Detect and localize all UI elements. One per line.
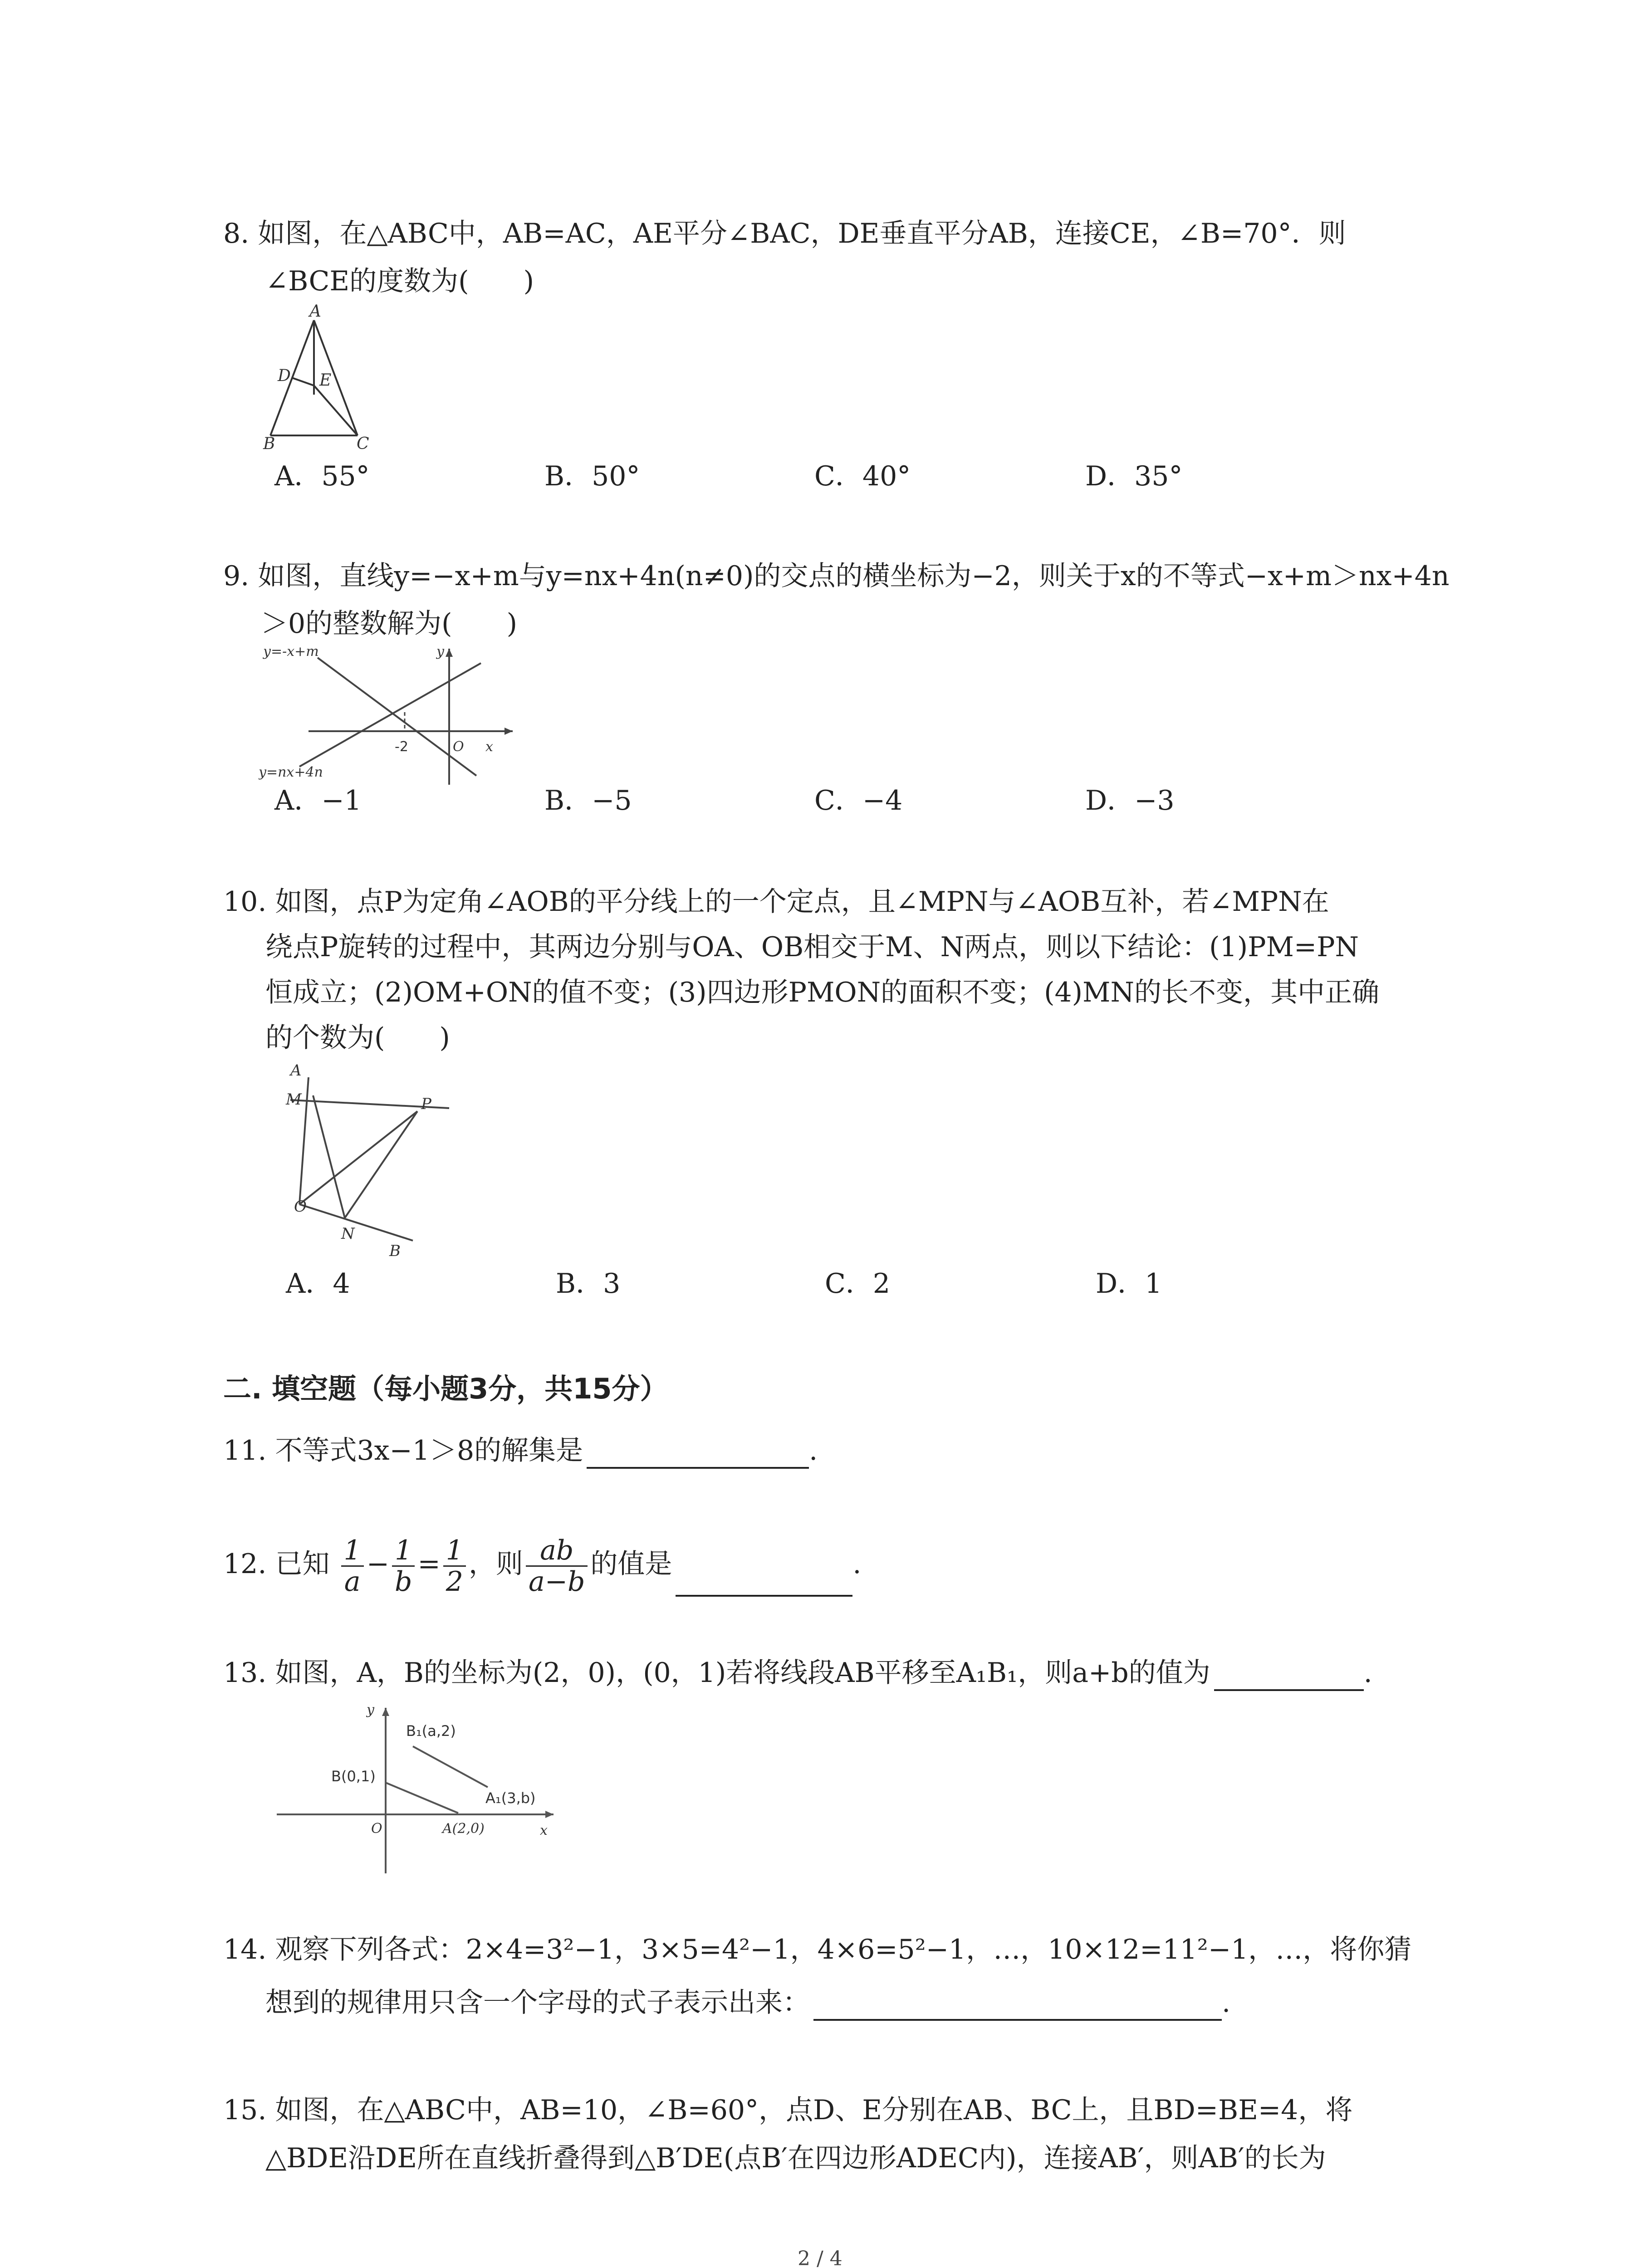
q12-f3-num: 1 [443,1535,466,1567]
q12-f4-den: a−b [528,1565,585,1598]
q9-x-arrow-icon [505,728,513,735]
q8-text-line2: ∠BCE的度数为( ) [265,265,534,297]
q12-prefix: 12. 已知 [223,1548,330,1580]
q8-triangle-figure [254,304,390,454]
q8-option-a[interactable]: A．55° [274,460,370,492]
q10-label-o: O [294,1198,307,1216]
q9-y-arrow-icon [446,649,453,657]
q10-text-line3: 恒成立；(2)OM+ON的值不变；(3)四边形PMON的面积不变；(4)MN的长不变，其中正确 [265,977,1379,1008]
q12-fraction-3 [443,1535,466,1597]
q14-end: . [1222,1987,1231,2019]
q13-coordinate-figure [272,1694,572,1885]
q9-option-c[interactable]: C．−4 [814,785,903,816]
q12-line [223,1532,861,1597]
q8-label-a: A [309,304,321,321]
q8-option-c[interactable]: C．40° [814,460,911,492]
q13-label-y: y [367,1702,374,1718]
q12-fraction-2 [392,1535,415,1597]
q12-f1-num: 1 [341,1535,364,1567]
q10-label-n: N [341,1225,355,1243]
q13-end: . [1363,1657,1372,1689]
q11-end: . [809,1435,818,1466]
q11-answer-blank[interactable] [587,1440,809,1469]
q10-option-d[interactable]: D．1 [1096,1268,1162,1300]
q13-x-arrow-icon [545,1811,554,1818]
q8-label-c: C [357,435,369,453]
section-fill-in-heading: 二. 填空题（每小题3分，共15分） [223,1372,668,1405]
q13-label-x: x [540,1823,548,1838]
q11-line [223,1432,818,1469]
q13-y-arrow-icon [382,1708,389,1716]
q12-minus: − [366,1548,390,1580]
q14-text-line2: 想到的规律用只含一个字母的式子表示出来： [265,1987,810,2019]
q10-option-c[interactable]: C．2 [825,1268,891,1300]
q10-label-m: M [286,1090,302,1109]
q12-f1-den: a [344,1565,361,1598]
q9-option-d[interactable]: D．−3 [1085,785,1175,816]
q12-f4-num: ab [526,1535,588,1567]
q12-answer-blank[interactable] [676,1549,852,1597]
q13-text: 13. 如图，A，B的坐标为(2，0)，(0，1)若将线段AB平移至A₁B₁，则a+b的值为 [223,1657,1210,1689]
q13-line [223,1655,1372,1691]
q12-fraction-1 [341,1535,364,1597]
q9-option-b[interactable]: B．−5 [544,785,632,816]
q8-label-b: B [263,435,275,453]
q13-label-b: B(0,1) [331,1768,376,1785]
q9-text-line2: ＞0的整数解为( ) [261,608,517,640]
q9-option-a[interactable]: A．−1 [274,785,362,816]
q13-label-o: O [371,1821,382,1837]
q12-f2-num: 1 [392,1535,415,1567]
q10-text-line4: 的个数为( ) [265,1022,450,1054]
q13-answer-blank[interactable] [1214,1662,1364,1691]
q13-label-a1: A₁(3,b) [485,1789,536,1807]
q8-text-line1: 8. 如图，在△ABC中，AB=AC，AE平分∠BAC，DE垂直平分AB，连接CE，∠B=70°．则 [223,218,1346,249]
q10-option-b[interactable]: B．3 [556,1268,621,1300]
q14-text-line1: 14. 观察下列各式：2×4=3²−1，3×5=4²−1，4×6=5²−1，…，10×12=11²−1，…，将你猜 [223,1934,1412,1965]
q8-option-d[interactable]: D．35° [1085,460,1183,492]
q10-text-line1: 10. 如图，点P为定角∠AOB的平分线上的一个定点，且∠MPN与∠AOB互补，若∠MPN在 [223,886,1329,918]
q10-option-a[interactable]: A．4 [286,1268,350,1300]
q9-label-o: O [453,739,464,755]
q9-label-line2: y=nx+4n [259,764,323,780]
q9-lines-figure [259,640,522,789]
q9-label-line1: y=-x+m [263,644,319,660]
q13-label-a: A(2,0) [442,1821,485,1837]
q12-mid: ，则 [468,1548,523,1580]
q12-fraction-4 [526,1535,588,1597]
q14-answer-blank[interactable] [813,1992,1222,2021]
page-number: 2 / 4 [798,2247,843,2268]
q15-text-line1: 15. 如图，在△ABC中，AB=10，∠B=60°，点D、E分别在AB、BC上，且BD=BE=4，将 [223,2094,1353,2126]
q10-label-p: P [421,1095,431,1113]
q8-option-b[interactable]: B．50° [544,460,640,492]
q12-f3-den: 2 [446,1565,463,1598]
q12-suffix: 的值是 [590,1548,672,1580]
q14-line2 [265,1984,1230,2021]
q8-label-e: E [319,371,332,390]
q8-label-d: D [278,367,291,385]
q10-label-a: A [290,1061,302,1080]
q12-end: . [852,1548,862,1580]
q10-text-line2: 绕点P旋转的过程中，其两边分别与OA、OB相交于M、N两点，则以下结论：(1)PM=PN [265,931,1359,963]
q9-label-tick: -2 [395,739,408,755]
q9-label-y: y [436,644,444,660]
q12-f2-den: b [395,1565,412,1598]
q9-text-line1: 9. 如图，直线y=−x+m与y=nx+4n(n≠0)的交点的横坐标为−2，则关于x的不等式−x+m＞nx+4n [223,560,1450,592]
q10-label-b: B [389,1242,401,1259]
q9-label-x: x [485,739,493,755]
q12-eq: = [417,1548,441,1580]
q15-text-line2: △BDE沿DE所在直线折叠得到△B′DE(点B′在四边形ADEC内)，连接AB′，则AB′的长为 [265,2142,1326,2174]
q11-text: 11. 不等式3x−1＞8的解集是 [223,1435,583,1466]
q13-label-b1: B₁(a,2) [406,1722,456,1740]
q10-angle-figure [277,1059,458,1259]
